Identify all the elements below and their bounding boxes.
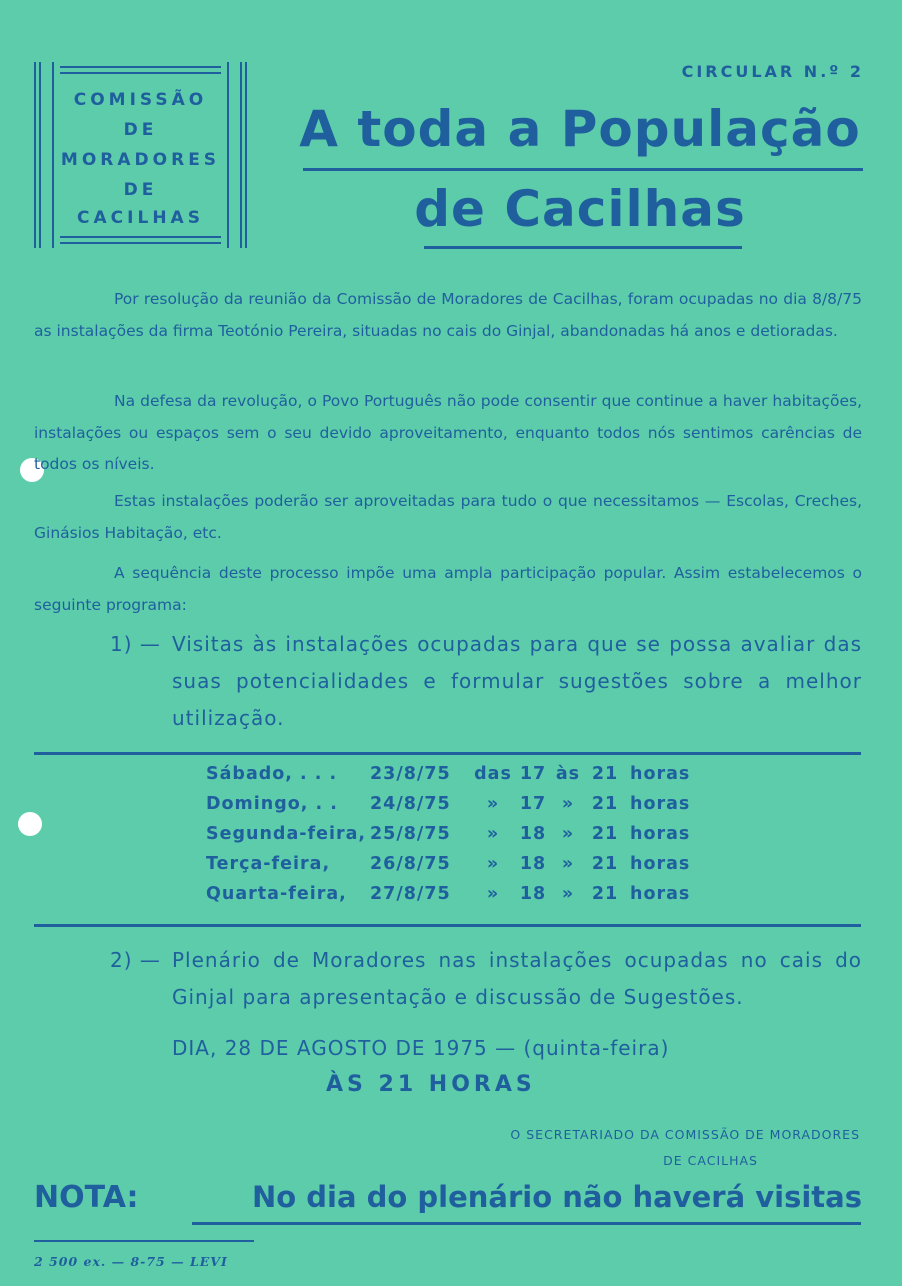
meeting-time: ÀS 21 HORAS — [326, 1072, 536, 1097]
committee-line: DE — [123, 120, 158, 140]
item-2-text: Plenário de Moradores nas instalações ocupadas no cais do Ginjal para apresentação e discussão de Sugestões. — [172, 948, 862, 1009]
schedule-sep2: » — [561, 884, 575, 904]
schedule-unit: horas — [630, 764, 691, 784]
schedule-sep1: das — [474, 764, 512, 784]
schedule-row — [206, 824, 706, 854]
schedule-unit: horas — [630, 854, 691, 874]
schedule-unit: horas — [630, 794, 691, 814]
divider — [34, 752, 861, 755]
item-2-number: 2) — — [110, 948, 161, 972]
schedule-from: 18 — [519, 824, 547, 844]
title-underline — [303, 168, 863, 171]
nota-text: No dia do plenário não haverá visitas — [251, 1180, 862, 1214]
committee-box — [34, 62, 247, 248]
schedule-sep1: » — [486, 854, 500, 874]
schedule-sep1: » — [486, 884, 500, 904]
schedule-row — [206, 854, 706, 884]
committee-line: COMISSÃO — [73, 90, 208, 110]
schedule-sep2: às — [555, 764, 581, 784]
committee-line: CACILHAS — [77, 208, 204, 228]
schedule-unit: horas — [630, 884, 691, 904]
schedule-sep1: » — [486, 794, 500, 814]
paragraph: Por resolução da reunião da Comissão de Moradores de Cacilhas, foram ocupadas no dia 8/8/75 as instalações da firma Teotónio Pereira, situadas no cais do Ginjal, abandonadas há anos e detioradas. — [34, 290, 862, 340]
schedule-day: Quarta-feira, — [206, 884, 347, 904]
punch-hole — [18, 812, 42, 836]
schedule-to: 21 — [591, 824, 619, 844]
schedule-row — [206, 884, 706, 914]
nota-label: NOTA: — [34, 1180, 139, 1215]
meeting-date: DIA, 28 DE AGOSTO DE 1975 — (quinta-feira) — [172, 1036, 670, 1060]
print-info: 2 500 ex. — 8-75 — LEVI — [34, 1254, 228, 1269]
divider — [34, 924, 861, 927]
schedule-from: 18 — [519, 884, 547, 904]
nota-underline — [192, 1222, 861, 1225]
schedule-row — [206, 794, 706, 824]
footer-rule — [34, 1240, 254, 1242]
schedule-sep1: » — [486, 824, 500, 844]
committee-line: DE — [123, 180, 158, 200]
title-line-1: A toda a População — [299, 100, 861, 158]
schedule-day: Sábado, . . . — [206, 764, 338, 784]
schedule-sep2: » — [561, 854, 575, 874]
signature: O SECRETARIADO DA COMISSÃO DE MORADORES DE CACILHAS — [510, 1127, 860, 1168]
schedule-unit: horas — [630, 824, 691, 844]
schedule-day: Segunda-feira, — [206, 824, 367, 844]
schedule-from: 17 — [519, 794, 547, 814]
schedule-to: 21 — [591, 794, 619, 814]
schedule-from: 18 — [519, 854, 547, 874]
schedule-to: 21 — [591, 884, 619, 904]
item-1-text: Visitas às instalações ocupadas para que se possa avaliar das suas potencialidades e formular sugestões sobre a melhor utilização. — [172, 632, 862, 730]
schedule-date: 25/8/75 — [370, 824, 451, 844]
paragraph: Estas instalações poderão ser aproveitadas para tudo o que necessitamos — Escolas, Creches, Ginásios Habitação, etc. — [34, 492, 862, 542]
schedule-row — [206, 764, 706, 794]
circular-number: CIRCULAR N.º 2 — [681, 62, 864, 81]
schedule-from: 17 — [519, 764, 547, 784]
title-underline — [424, 246, 742, 249]
schedule-sep2: » — [561, 824, 575, 844]
title-line-2: de Cacilhas — [414, 180, 746, 238]
schedule-day: Terça-feira, — [206, 854, 331, 874]
schedule-date: 27/8/75 — [370, 884, 451, 904]
schedule-date: 26/8/75 — [370, 854, 451, 874]
schedule-date: 24/8/75 — [370, 794, 451, 814]
item-1-number: 1) — — [110, 632, 161, 656]
schedule-to: 21 — [591, 764, 619, 784]
schedule-date: 23/8/75 — [370, 764, 451, 784]
paragraph: A sequência deste processo impõe uma ampla participação popular. Assim estabelecemos o seguinte programa: — [34, 564, 862, 614]
paragraph: Na defesa da revolução, o Povo Português não pode consentir que continue a haver habitações, instalações ou espaços sem o seu devido aproveitamento, enquanto todos nós sentimos carências de todos os níveis. — [34, 392, 862, 473]
committee-line: MORADORES — [60, 150, 221, 170]
schedule-to: 21 — [591, 854, 619, 874]
schedule-sep2: » — [561, 794, 575, 814]
schedule-day: Domingo, . . — [206, 794, 338, 814]
